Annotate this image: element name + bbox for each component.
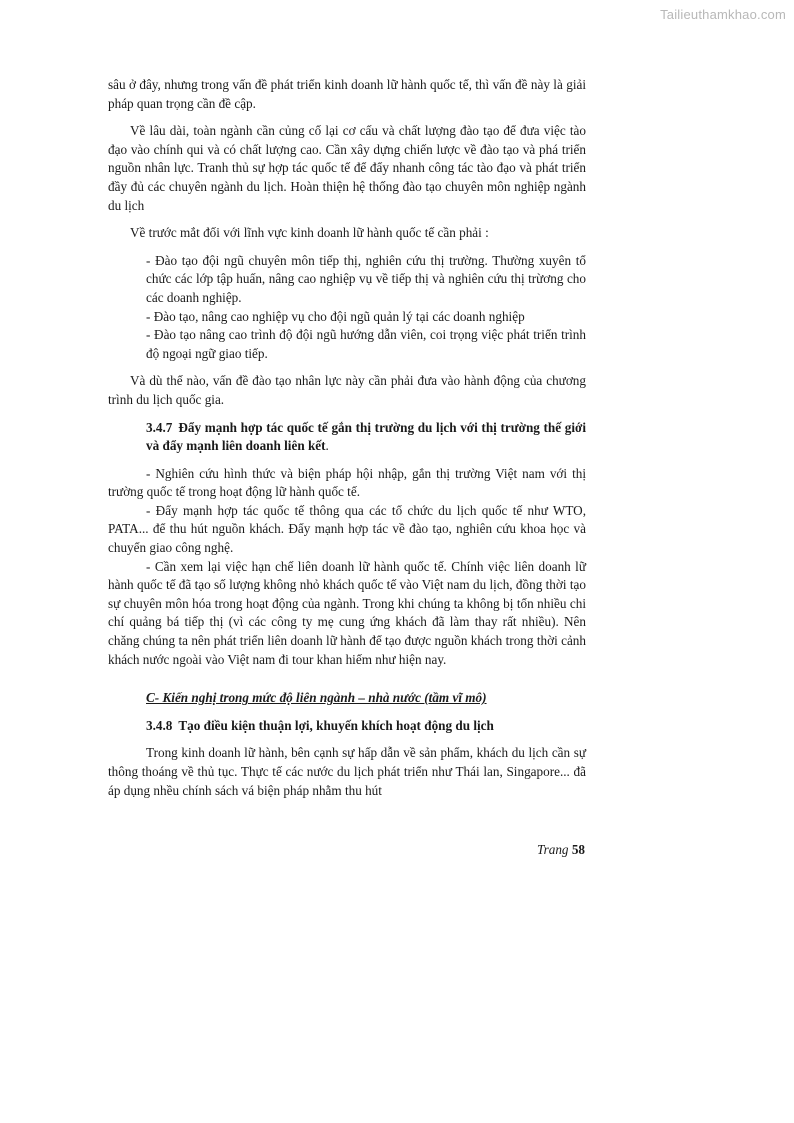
paragraph-conclusion: Và dù thế nào, vấn đề đào tạo nhân lực này cần phải đưa vào hành động của chương trình du lịch quốc gia. [108, 373, 586, 407]
section-title: Đẩy mạnh hợp tác quốc tế gắn thị trường du lịch với thị trường thế giới và đẩy mạnh liên doanh liên kết [146, 419, 586, 454]
section-item: - Cần xem lại việc hạn chế liên doanh lữ hành quốc tế. Chính việc liên doanh lữ hành quốc tế đã tạo số lượng không nhỏ khách quốc tế vào Việt nam du lịch, đồng thời tạo sự chuyên môn hóa trong hoạt động của ngành. Trong khi chúng ta không bị tốn nhiều chi chí quảng bá tiếp thị (vì các công ty mẹ cung ứng khách đã làm thay rất nhiều). Nên chăng chúng ta nên phát triển liên doanh lữ hành để tạo được nguồn khách trong thời cảnh khách nước ngoài vào Việt nam đi tour khan hiếm như hiện nay. [108, 558, 586, 667]
list-item: - Đào tạo nâng cao trình độ đội ngũ hướng dẫn viên, coi trọng việc phát triển trình độ ngoại ngữ giao tiếp. [146, 327, 586, 361]
section-number: 3.4.7 [146, 419, 173, 435]
list-item: - Đào tạo, nâng cao nghiệp vụ cho đội ngũ quản lý tại các doanh nghiệp [146, 308, 525, 324]
section-item: - Nghiên cứu hình thức và biện pháp hội nhập, gắn thị trường Việt nam với thị trường quốc tế trong hoạt động lữ hành quốc tế. [108, 465, 586, 500]
document-body [108, 76, 586, 800]
section-heading-3-4-7 [146, 419, 586, 456]
page-footer [537, 842, 585, 858]
page-number: 58 [571, 842, 586, 857]
section-heading-3-4-8 [146, 717, 586, 736]
paragraph-intro: sâu ở đây, nhưng trong vấn đề phát triển kinh doanh lữ hành quốc tế, thì vấn đề này là giải pháp quan trọng cần đề cập. [108, 77, 586, 111]
list-item: - Đào tạo đội ngũ chuyên môn tiếp thị, nghiên cứu thị trường. Thường xuyên tổ chức các lớp tập huấn, nâng cao nghiệp vụ về tiếp thị và nghiên cứu thị trừơng cho các doanh nghiệp. [146, 252, 586, 305]
section-title: Tạo điều kiện thuận lợi, khuyến khích hoạt động du lịch [178, 717, 494, 733]
paragraph-short-term: Về trước mắt đối với lĩnh vực kinh doanh lữ hành quốc tế cần phải : [130, 225, 489, 241]
section-body: Trong kinh doanh lữ hành, bên cạnh sự hấp dẫn về sản phẩm, khách du lịch cần sự thông thoáng về thủ tục. Thực tế các nước du lịch phát triển như Thái lan, Singapore... đã áp dụng nhều chính sách vá biện pháp nhằm thu hút [108, 745, 586, 798]
watermark: Tailieuthamkhao.com [660, 7, 786, 22]
section-title-end: . [325, 438, 329, 454]
section-number: 3.4.8 [146, 717, 173, 733]
section-c-heading: C- Kiến nghị trong mức độ liên ngành – nhà nước (tầm vĩ mô) [146, 690, 487, 706]
training-list [146, 252, 586, 364]
section-item: - Đẩy mạnh hợp tác quốc tế thông qua các tổ chức du lịch quốc tế như WTO, PATA... để thu hút nguồn khách. Đẩy mạnh hợp tác về đào tạo, nghiên cứu khoa học và chuyển giao công nghệ. [108, 502, 586, 556]
paragraph-long-term: Về lâu dài, toàn ngành cần củng cố lại cơ cấu và chất lượng đào tạo để đưa việc tào đạo vào chính qui và có chất lượng cao. Cần xây dựng chiến lược về đào tạo và phá triển nguồn nhân lực. Tranh thủ sự hợp tác quốc tế để đẩy nhanh công tác tào đạo và phát triển đầy đủ các chuyên ngành du lịch. Hoàn thiện hệ thống đào tạo chuyên môn nghiệp ngành du lịch [108, 123, 586, 213]
page-label: Trang [537, 842, 569, 857]
